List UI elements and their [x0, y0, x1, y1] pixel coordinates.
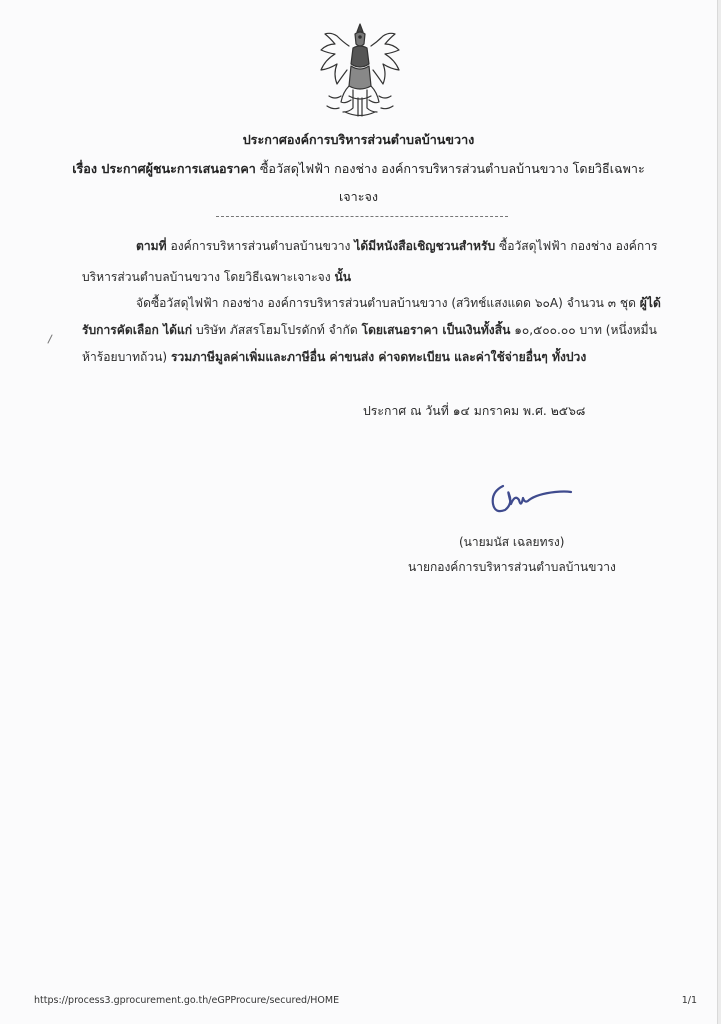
paragraph2-line2-bold: รับการคัดเลือก ได้แก่ [82, 323, 193, 337]
subject-rest: ซื้อวัสดุไฟฟ้า กองช่าง องค์การบริหารส่วนตำบลบ้านขวาง โดยวิธีเฉพาะ [255, 161, 645, 176]
garuda-emblem-icon [313, 20, 407, 124]
pen-stroke-mark [45, 334, 55, 344]
paragraph2-line3 [82, 351, 586, 363]
paragraph1-line1-text2: ซื้อวัสดุไฟฟ้า กองช่าง องค์การ [495, 239, 658, 253]
paragraph2-line1 [136, 297, 661, 309]
paragraph1-line2-text: บริหารส่วนตำบลบ้านขวาง โดยวิธีเฉพาะเจาะจง [82, 270, 335, 284]
document-subject [0, 163, 717, 176]
paragraph1-line2 [82, 271, 351, 283]
paragraph1-line1-text: องค์การบริหารส่วนตำบลบ้านขวาง [166, 239, 355, 253]
footer-page-number: 1/1 [681, 995, 697, 1006]
paragraph1-line2-bold: นั้น [334, 270, 352, 284]
paragraph2-line2 [82, 324, 657, 336]
paragraph1-line1 [136, 240, 657, 252]
paragraph2-line1-bold: ผู้ได้ [639, 296, 661, 310]
signer-position: นายกองค์การบริหารส่วนตำบลบ้านขวาง [408, 560, 616, 574]
dashed-divider [216, 216, 508, 217]
document-title: ประกาศองค์การบริหารส่วนตำบลบ้านขวาง [242, 132, 475, 147]
paragraph2-line3-bold: รวมภาษีมูลค่าเพิ่มและภาษีอื่น ค่าขนส่ง ค่าจดทะเบียน และค่าใช้จ่ายอื่นๆ ทั้งปวง [171, 350, 587, 364]
paragraph2-line3-text: ห้าร้อยบาทถ้วน) [82, 350, 171, 364]
document-subject-continuation: เจาะจง [338, 189, 379, 204]
subject-prefix: เรื่อง ประกาศผู้ชนะการเสนอราคา [72, 161, 256, 176]
paragraph1-line1-bold: ได้มีหนังสือเชิญชวนสำหรับ [354, 239, 496, 253]
handwritten-signature [485, 480, 577, 520]
paragraph1-lead: ตามที่ [136, 239, 167, 253]
announcement-lead: ประกาศ ณ วันที่ [363, 404, 449, 418]
signer-name: (นายมนัส เฉลยทรง) [459, 535, 565, 549]
footer-url: https://process3.gprocurement.go.th/eGPProcure/secured/HOME [34, 995, 340, 1006]
paragraph2-line1-text: จัดซื้อวัสดุไฟฟ้า กองช่าง องค์การบริหารส่วนตำบลบ้านขวาง (สวิทช์แสงแดด ๖๐A) จำนวน ๓ ชุด [136, 296, 640, 310]
paragraph2-line2-bold2: โดยเสนอราคา เป็นเงินทั้งสิ้น [361, 323, 511, 337]
paragraph2-line2-text: บริษัท ภัสสรโฮมโปรดักท์ จำกัด [192, 323, 362, 337]
announcement-date-value: ๑๔ มกราคม พ.ศ. ๒๕๖๘ [448, 404, 586, 418]
announcement-date [363, 405, 585, 417]
paragraph2-line2-text2: ๑๐,๕๐๐.๐๐ บาท (หนึ่งหมื่น [510, 323, 657, 337]
